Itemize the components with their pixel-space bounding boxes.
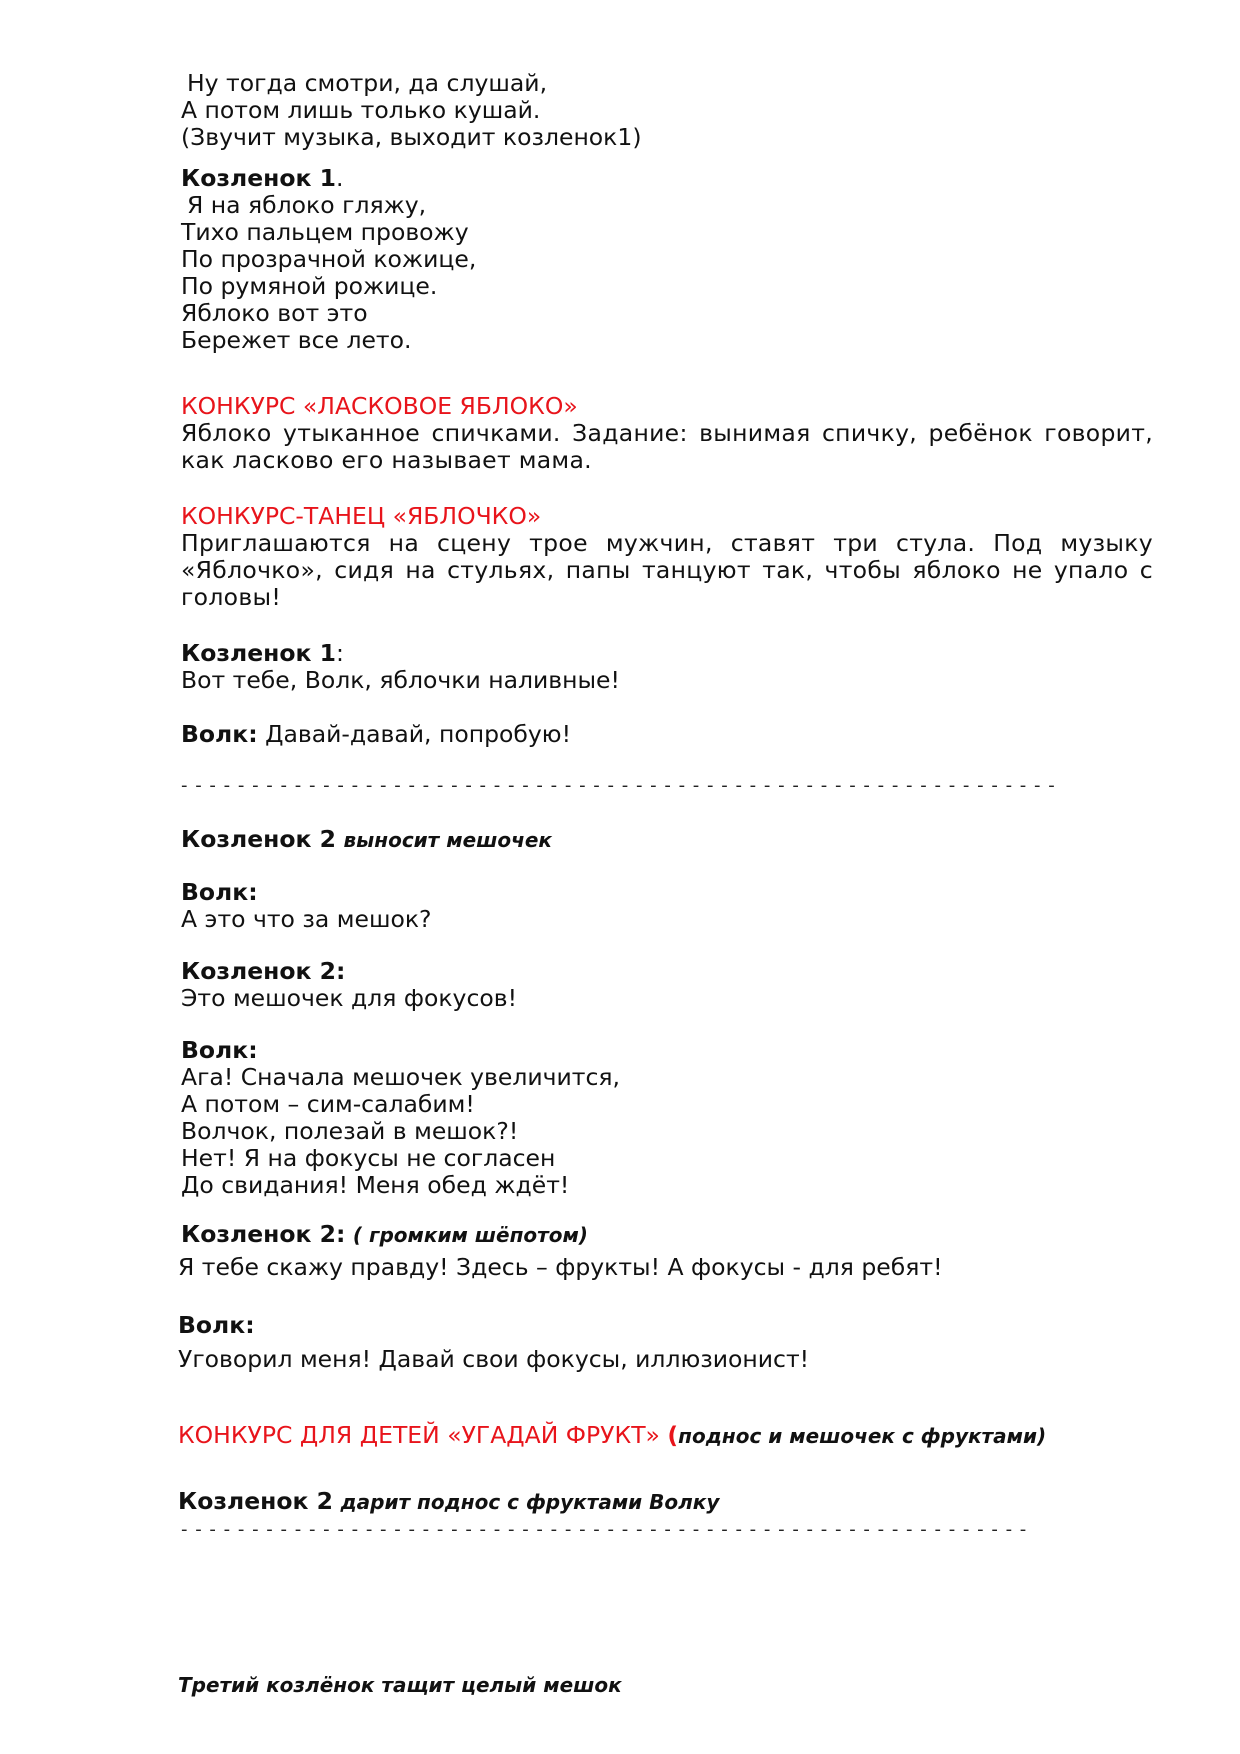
verse-line: Бережет все лето. xyxy=(181,326,412,354)
separator-line: - - - - - - - - - - - - - - - - - - - - - - - - - - - - - - - - - - - - - - - - - - - - - - - - - - - - - - - - - - - - xyxy=(181,1519,1028,1540)
wolf-speech-4-line xyxy=(178,1346,1150,1373)
verse-line: По прозрачной кожице, xyxy=(181,245,477,273)
verse-line: Яблоко вот это xyxy=(181,299,368,327)
kid1-speech xyxy=(181,165,1153,354)
contest-description: Яблоко утыканное спичками. Задание: вынимая спичку, ребёнок говорит, как ласково его называет мама. xyxy=(181,419,1153,474)
stage-direction: ( громким шёпотом) xyxy=(352,1223,588,1247)
wolf-speech-1 xyxy=(181,721,1153,748)
verse-line: До свидания! Меня обед ждёт! xyxy=(181,1171,570,1199)
speaker-name: Козленок 2: xyxy=(181,1220,346,1248)
verse-line: Я на яблоко гляжу, xyxy=(187,191,427,219)
speaker-line xyxy=(181,826,1153,854)
speech-line: Я тебе скажу правду! Здесь – фрукты! А фокусы - для ребят! xyxy=(178,1253,943,1281)
speaker-line: Козленок 1: xyxy=(181,639,344,667)
contest-title: КОНКУРС ДЛЯ ДЕТЕЙ «УГАДАЙ ФРУКТ» xyxy=(178,1421,660,1449)
footer-direction xyxy=(178,1672,1150,1699)
speaker-name: Волк: xyxy=(181,720,258,748)
speaker-name: Козленок 2 xyxy=(181,825,337,853)
speaker-name: Волк: xyxy=(181,1036,258,1064)
kid2-whisper-line xyxy=(178,1254,1150,1281)
speaker-line xyxy=(178,1488,1150,1516)
separator-line: - - - - - - - - - - - - - - - - - - - - - - - - - - - - - - - - - - - - - - - - - - - - - - - - - - - - - - - - - - - - - - xyxy=(181,775,1056,796)
speech-line: Вот тебе, Волк, яблочки наливные! xyxy=(181,666,620,694)
speaker-name: Козленок 1 xyxy=(181,164,337,192)
verse-line: А потом – сим-салабим! xyxy=(181,1090,475,1118)
verse-line: Ну тогда смотри, да слушай, xyxy=(187,69,548,97)
verse-line: Ага! Сначала мешочек увеличится, xyxy=(181,1063,621,1091)
speech-line: Уговорил меня! Давай свои фокусы, иллюзионист! xyxy=(178,1345,810,1373)
speaker-line xyxy=(181,1221,1153,1249)
paren-open: ( xyxy=(667,1421,679,1449)
speaker-line: Козленок 1. xyxy=(181,164,344,192)
stage-direction: выносит мешочек xyxy=(343,828,553,852)
speaker-name: Волк: xyxy=(181,878,258,906)
speech-line: А это что за мешок? xyxy=(181,905,432,933)
contest-title: КОНКУРС «ЛАСКОВОЕ ЯБЛОКО» xyxy=(181,392,578,420)
speaker-name: Козленок 1 xyxy=(181,639,337,667)
kid2-whisper xyxy=(181,1221,1153,1249)
wolf-speech-4 xyxy=(178,1312,1150,1339)
contest-affectionate-apple xyxy=(181,393,1153,474)
contest-description: Приглашаются на сцену трое мужчин, ставят три стула. Под музыку «Яблочко», сидя на стульях, папы танцуют так, чтобы яблоко не упало с головы! xyxy=(181,529,1153,611)
verse-line: А потом лишь только кушай. xyxy=(181,96,541,124)
stage-direction: Третий козлёнок тащит целый мешок xyxy=(178,1673,622,1697)
speaker-line xyxy=(181,721,1153,748)
kid2-gift xyxy=(178,1488,1150,1516)
speaker-name: Козленок 2 xyxy=(178,1487,334,1515)
wolf-speech-2 xyxy=(181,879,1153,933)
speech-line: Давай-давай, попробую! xyxy=(265,720,571,748)
contest-title-line xyxy=(178,1422,1150,1450)
kid2-entrance xyxy=(181,826,1153,854)
speaker-name: Козленок 2: xyxy=(181,957,346,985)
kid2-speech xyxy=(181,958,1153,1012)
speaker-name: Волк: xyxy=(178,1311,255,1339)
verse-line: По румяной рожице. xyxy=(181,272,438,300)
wolf-speech-3 xyxy=(181,1037,1153,1199)
verse-line: Нет! Я на фокусы не согласен xyxy=(181,1144,556,1172)
speech-line: Это мешочек для фокусов! xyxy=(181,984,518,1012)
contest-props-note: поднос и мешочек с фруктами) xyxy=(678,1424,1047,1448)
stage-direction: (Звучит музыка, выходит козленок1) xyxy=(181,123,642,151)
kid1-speech-2 xyxy=(181,640,1153,694)
verse-line: Волчок, полезай в мешок?! xyxy=(181,1117,519,1145)
contest-title: КОНКУРС-ТАНЕЦ «ЯБЛОЧКО» xyxy=(181,502,542,530)
intro-verse xyxy=(181,70,1153,151)
stage-direction: дарит поднос с фруктами Волку xyxy=(340,1490,720,1514)
verse-line: Тихо пальцем провожу xyxy=(181,218,469,246)
contest-guess-fruit xyxy=(178,1422,1150,1450)
contest-dance-apple xyxy=(181,503,1153,611)
